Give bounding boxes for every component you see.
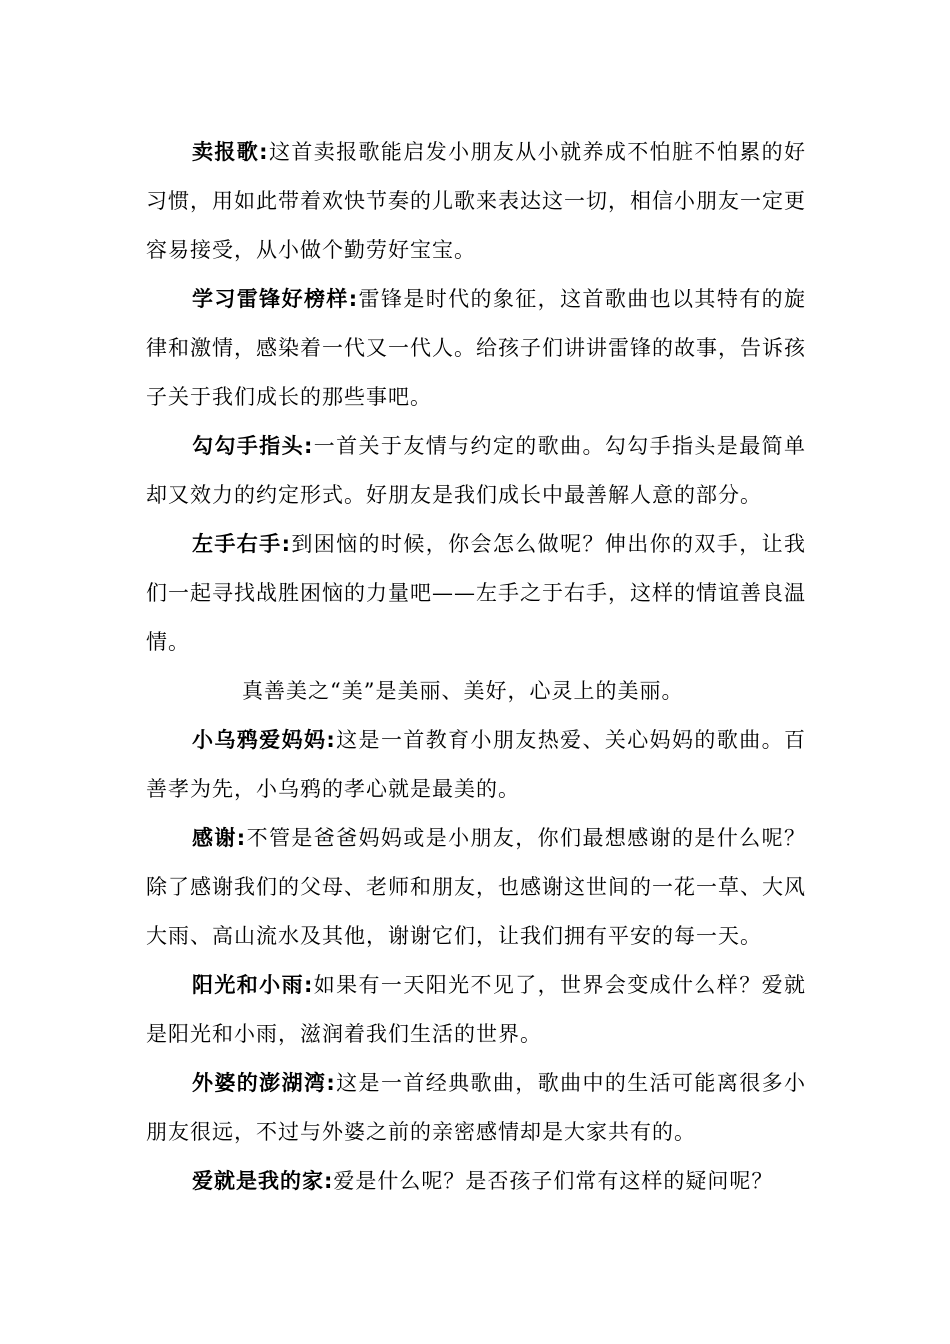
paragraph-gougou <box>146 422 806 520</box>
song-description: 不管是爸爸妈妈或是小朋友，你们最想感谢的是什么呢？除了感谢我们的父母、老师和朋友，也感谢这世间的一花一草、大风大雨、高山流水及其他，谢谢它们，让我们拥有平安的每一天。 <box>146 826 806 948</box>
paragraph-maibaoge <box>146 128 806 275</box>
paragraph-leifeng <box>146 275 806 422</box>
paragraph-aijiushi <box>146 1157 806 1206</box>
paragraph-yangguang <box>146 961 806 1059</box>
song-title: 外婆的澎湖湾: <box>192 1071 336 1095</box>
paragraph-waipo <box>146 1059 806 1157</box>
paragraph-ganxie <box>146 814 806 961</box>
section-heading: 真善美之“美”是美丽、美好，心灵上的美丽。 <box>242 679 684 703</box>
song-title: 勾勾手指头: <box>192 434 314 458</box>
song-title: 爱就是我的家: <box>192 1169 334 1193</box>
song-description: 这首卖报歌能启发小朋友从小就养成不怕脏不怕累的好习惯，用如此带着欢快节奏的儿歌来表达这一切，相信小朋友一定更容易接受，从小做个勤劳好宝宝。 <box>146 140 806 262</box>
document-page <box>146 128 806 1206</box>
song-description: 到困恼的时候，你会怎么做呢？伸出你的双手，让我们一起寻找战胜困恼的力量吧——左手之于右手，这样的情谊善良温情。 <box>146 532 806 654</box>
song-title: 阳光和小雨: <box>192 973 314 997</box>
song-description: 这是一首教育小朋友热爱、关心妈妈的歌曲。百善孝为先，小乌鸦的孝心就是最美的。 <box>146 728 807 801</box>
song-description: 如果有一天阳光不见了，世界会变成什么样？爱就是阳光和小雨，滋润着我们生活的世界。 <box>146 973 806 1046</box>
song-title: 左手右手: <box>192 532 291 556</box>
song-title: 小乌鸦爱妈妈: <box>192 728 336 752</box>
song-description: 雷锋是时代的象征，这首歌曲也以其特有的旋律和激情，感染着一代又一代人。给孩子们讲讲雷锋的故事，告诉孩子关于我们成长的那些事吧。 <box>146 287 807 409</box>
song-description: 爱是什么呢？是否孩子们常有这样的疑问呢？ <box>333 1169 774 1193</box>
song-description: 一首关于友情与约定的歌曲。勾勾手指头是最简单却又效力的约定形式。好朋友是我们成长中最善解人意的部分。 <box>146 434 806 507</box>
song-title: 学习雷锋好榜样: <box>192 287 359 311</box>
song-title: 卖报歌: <box>192 140 269 164</box>
paragraph-xiaowuya <box>146 716 806 814</box>
paragraph-zuoshou <box>146 520 806 667</box>
song-description: 这是一首经典歌曲，歌曲中的生活可能离很多小朋友很远，不过与外婆之前的亲密感情却是大家共有的。 <box>146 1071 807 1144</box>
song-title: 感谢: <box>192 826 247 850</box>
